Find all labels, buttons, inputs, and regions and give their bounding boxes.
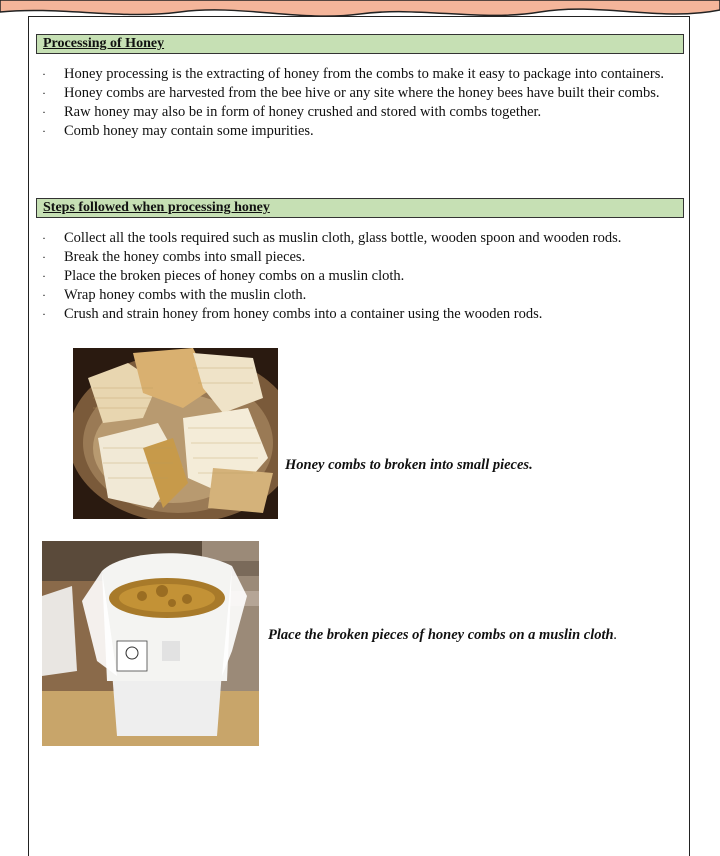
list-item: · Crush and strain honey from honey combs into a container using the wooden rods. bbox=[42, 306, 543, 322]
figure-caption-honeycombs: Honey combs to broken into small pieces. bbox=[285, 457, 533, 473]
muslin-bucket-photo bbox=[42, 541, 259, 746]
bullet-icon: · bbox=[42, 105, 46, 119]
bullet-icon: · bbox=[42, 86, 46, 100]
section-heading-processing: Processing of Honey bbox=[36, 34, 684, 54]
list-item: · Honey combs are harvested from the bee hive or any site where the honey bees have built their combs. bbox=[42, 85, 660, 101]
section-heading-steps: Steps followed when processing honey bbox=[36, 198, 684, 218]
bullet-icon: · bbox=[42, 67, 46, 81]
list-item: · Raw honey may also be in form of honey crushed and stored with combs together. bbox=[42, 104, 542, 120]
bullet-icon: · bbox=[42, 250, 46, 264]
list-item: · Wrap honey combs with the muslin cloth. bbox=[42, 287, 307, 303]
bullet-icon: · bbox=[42, 307, 46, 321]
list-item: · Honey processing is the extracting of honey from the combs to make it easy to package into containers. bbox=[42, 66, 664, 82]
list-item: · Break the honey combs into small pieces. bbox=[42, 249, 306, 265]
processing-bullet-list bbox=[40, 65, 680, 141]
bullet-icon: · bbox=[42, 288, 46, 302]
bullet-icon: · bbox=[42, 124, 46, 138]
steps-bullet-list bbox=[40, 229, 680, 324]
figure-caption-muslin: Place the broken pieces of honey combs on a muslin cloth. bbox=[268, 627, 618, 643]
bullet-icon: · bbox=[42, 269, 46, 283]
list-item: · Comb honey may contain some impurities. bbox=[42, 123, 314, 139]
honeycomb-photo bbox=[73, 348, 278, 519]
bullet-icon: · bbox=[42, 231, 46, 245]
list-item: · Collect all the tools required such as muslin cloth, glass bottle, wooden spoon and wooden rods. bbox=[42, 230, 622, 246]
list-item: · Place the broken pieces of honey combs on a muslin cloth. bbox=[42, 268, 405, 284]
